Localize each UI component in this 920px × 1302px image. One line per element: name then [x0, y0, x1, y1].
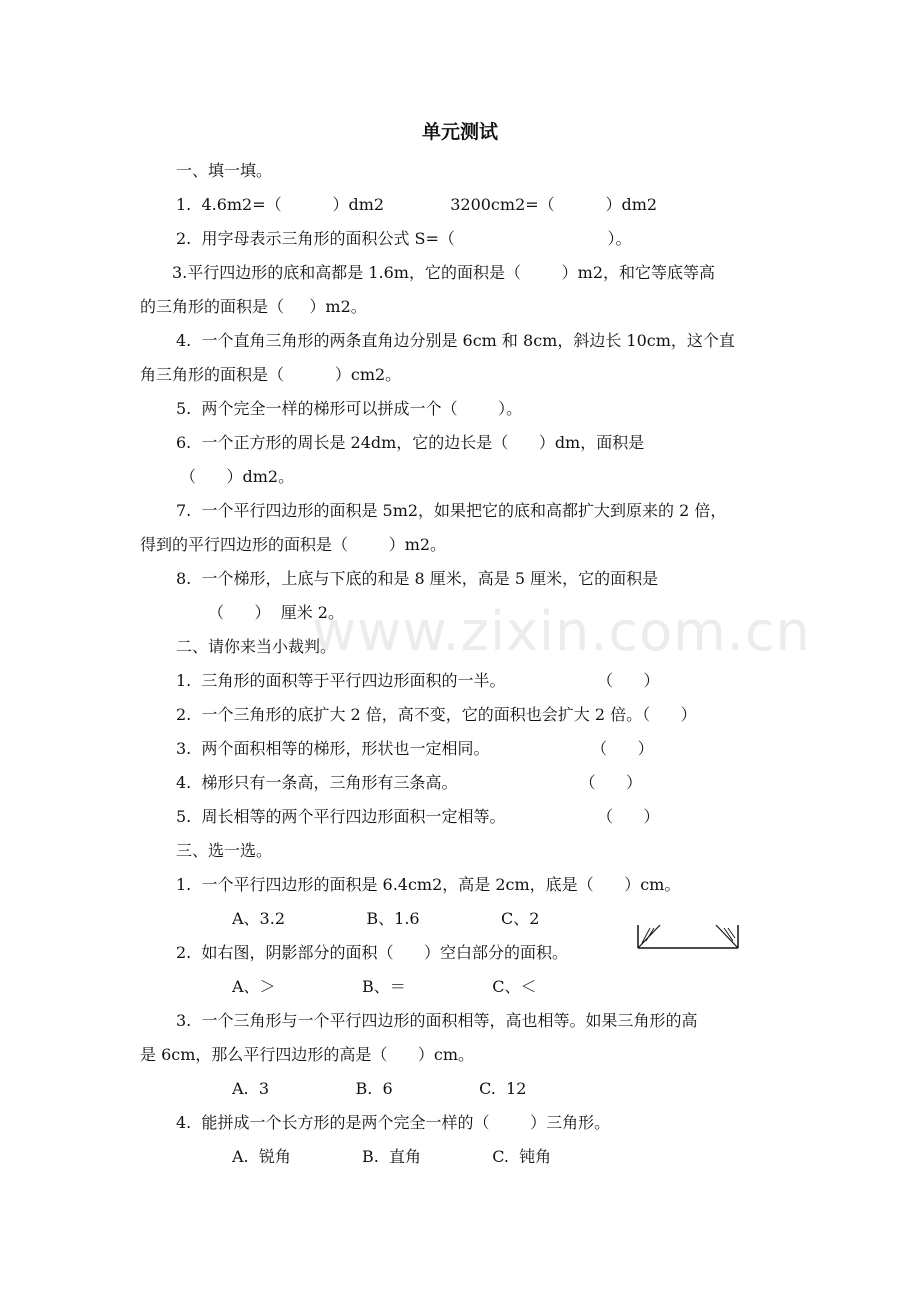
fill-line-1: 1. 4.6m2=（ ）dm2 3200cm2=（ ）dm2: [176, 195, 658, 214]
choose-options-4: A. 锐角 B. 直角 C. 钝角: [232, 1147, 552, 1166]
choose-options-2: A、＞ B、＝ C、＜: [232, 977, 537, 996]
fill-line-6: 6. 一个正方形的周长是 24dm，它的边长是（ ）dm，面积是: [176, 433, 645, 452]
watermark-text: www.zixin.com.cn: [312, 600, 811, 663]
choose-line-2: 2. 如右图，阴影部分的面积（ ）空白部分的面积。: [176, 943, 568, 962]
fill-line-3: 3.平行四边形的底和高都是 1.6m，它的面积是（ ）m2，和它等底等高: [172, 263, 716, 282]
judge-line-4: 4. 梯形只有一条高，三角形有三条高。 （ ）: [176, 773, 643, 792]
fill-line-5: 5. 两个完全一样的梯形可以拼成一个（ ）。: [176, 399, 523, 418]
fill-line-6b: （ ）dm2。: [180, 467, 295, 486]
section-heading-judge: 二、请你来当小裁判。: [176, 637, 337, 656]
judge-line-1: 1. 三角形的面积等于平行四边形面积的一半。 （ ）: [176, 671, 660, 690]
fill-line-4: 4. 一个直角三角形的两条直角边分别是 6cm 和 8cm，斜边长 10cm，这个直: [176, 331, 735, 350]
shaded-figure-diagram: [636, 923, 740, 951]
choose-line-3b: 是 6cm，那么平行四边形的高是（ ）cm。: [140, 1045, 475, 1064]
fill-line-8b: （ ） 厘米 2。: [208, 603, 344, 622]
judge-line-3: 3. 两个面积相等的梯形，形状也一定相同。 （ ）: [176, 739, 654, 758]
judge-line-2: 2. 一个三角形的底扩大 2 倍，高不变，它的面积也会扩大 2 倍。（ ）: [176, 705, 697, 724]
fill-line-8: 8. 一个梯形，上底与下底的和是 8 厘米，高是 5 厘米，它的面积是: [176, 569, 659, 588]
page-title: 单元测试: [421, 121, 498, 143]
fill-line-7b: 得到的平行四边形的面积是（ ）m2。: [140, 535, 447, 554]
fill-line-2: 2. 用字母表示三角形的面积公式 S=（ ）。: [176, 229, 632, 248]
choose-line-4: 4. 能拼成一个长方形的是两个完全一样的（ ）三角形。: [176, 1113, 611, 1132]
choose-options-1: A、3.2 B、1.6 C、2: [232, 909, 540, 928]
section-heading-choose: 三、选一选。: [176, 841, 273, 860]
fill-line-4b: 角三角形的面积是（ ）cm2。: [140, 365, 402, 384]
fill-line-7: 7. 一个平行四边形的面积是 5m2，如果把它的底和高都扩大到原来的 2 倍，: [176, 501, 727, 520]
section-heading-fill: 一、填一填。: [176, 161, 273, 180]
judge-line-5: 5. 周长相等的两个平行四边形面积一定相等。 （ ）: [176, 807, 660, 826]
fill-line-3b: 的三角形的面积是（ ）m2。: [140, 297, 367, 316]
choose-line-1: 1. 一个平行四边形的面积是 6.4cm2，高是 2cm，底是（ ）cm。: [176, 875, 681, 894]
choose-options-3: A. 3 B. 6 C. 12: [232, 1079, 527, 1098]
choose-line-3: 3. 一个三角形与一个平行四边形的面积相等，高也相等。如果三角形的高: [176, 1011, 698, 1030]
